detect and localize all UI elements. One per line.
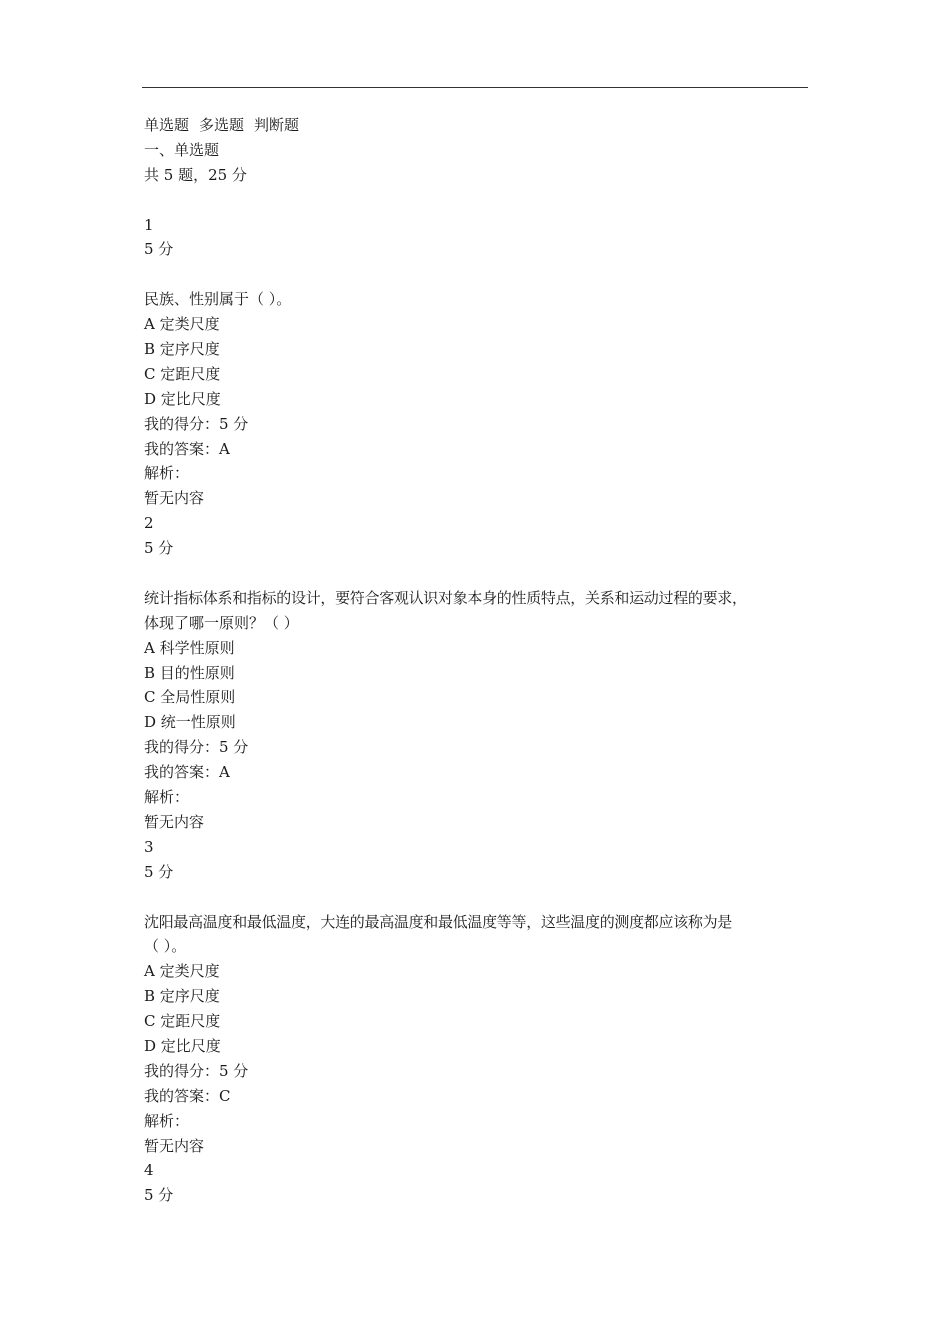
question-text-line1: 沈阳最高温度和最低温度，大连的最高温度和最低温度等等，这些温度的测度都应该称为是	[144, 912, 733, 931]
question-block	[144, 511, 810, 835]
option-b[interactable]: B 定序尺度	[144, 340, 220, 359]
my-answer: 我的答案：A	[144, 763, 230, 782]
analysis-label: 解析：	[144, 464, 190, 483]
option-b[interactable]: B 目的性原则	[144, 663, 235, 682]
question-number: 4	[144, 1161, 154, 1180]
my-answer: 我的答案：A	[144, 439, 230, 458]
analysis-label: 解析：	[144, 788, 190, 807]
question-points: 5 分	[144, 862, 174, 881]
question-block	[144, 213, 810, 512]
question-points: 5 分	[144, 539, 174, 558]
option-a[interactable]: A 定类尺度	[144, 962, 220, 981]
analysis-label: 解析：	[144, 1111, 190, 1130]
my-answer: 我的答案：C	[144, 1086, 231, 1105]
question-number: 1	[144, 215, 154, 234]
option-d[interactable]: D 定比尺度	[144, 389, 221, 408]
section-summary: 共 5 题，25 分	[144, 165, 247, 184]
option-d[interactable]: D 统一性原则	[144, 713, 236, 732]
option-c[interactable]: C 全局性原则	[144, 688, 236, 707]
question-points: 5 分	[144, 240, 174, 259]
analysis-text: 暂无内容	[144, 1136, 205, 1155]
option-a[interactable]: A 科学性原则	[144, 638, 235, 657]
question-type-nav	[144, 113, 810, 138]
tab-single-choice[interactable]: 单选题	[144, 116, 190, 134]
option-c[interactable]: C 定距尺度	[144, 1012, 221, 1031]
question-number: 3	[144, 837, 154, 856]
question-text-line2: 体现了哪一原则？（ ）	[144, 613, 299, 632]
exam-content	[144, 113, 810, 1208]
tab-true-false[interactable]: 判断题	[254, 116, 300, 134]
analysis-text: 暂无内容	[144, 489, 205, 508]
question-text-line1: 统计指标体系和指标的设计，要符合客观认识对象本身的性质特点，关系和运动过程的要求，	[144, 588, 747, 607]
analysis-text: 暂无内容	[144, 812, 205, 831]
question-block	[144, 835, 810, 1159]
header-rule	[142, 87, 808, 88]
tab-multiple-choice[interactable]: 多选题	[199, 116, 245, 134]
option-c[interactable]: C 定距尺度	[144, 364, 221, 383]
option-a[interactable]: A 定类尺度	[144, 315, 220, 334]
question-text: 民族、性别属于（ ）。	[144, 290, 292, 309]
section-title: 一、单选题	[144, 140, 220, 159]
question-number: 2	[144, 514, 154, 533]
my-score: 我的得分：5 分	[144, 1061, 249, 1080]
my-score: 我的得分：5 分	[144, 414, 249, 433]
option-d[interactable]: D 定比尺度	[144, 1036, 221, 1055]
my-score: 我的得分：5 分	[144, 738, 249, 757]
question-block	[144, 1158, 810, 1208]
question-text-line2: （ ）。	[144, 937, 187, 956]
option-b[interactable]: B 定序尺度	[144, 987, 220, 1006]
question-points: 5 分	[144, 1186, 174, 1205]
